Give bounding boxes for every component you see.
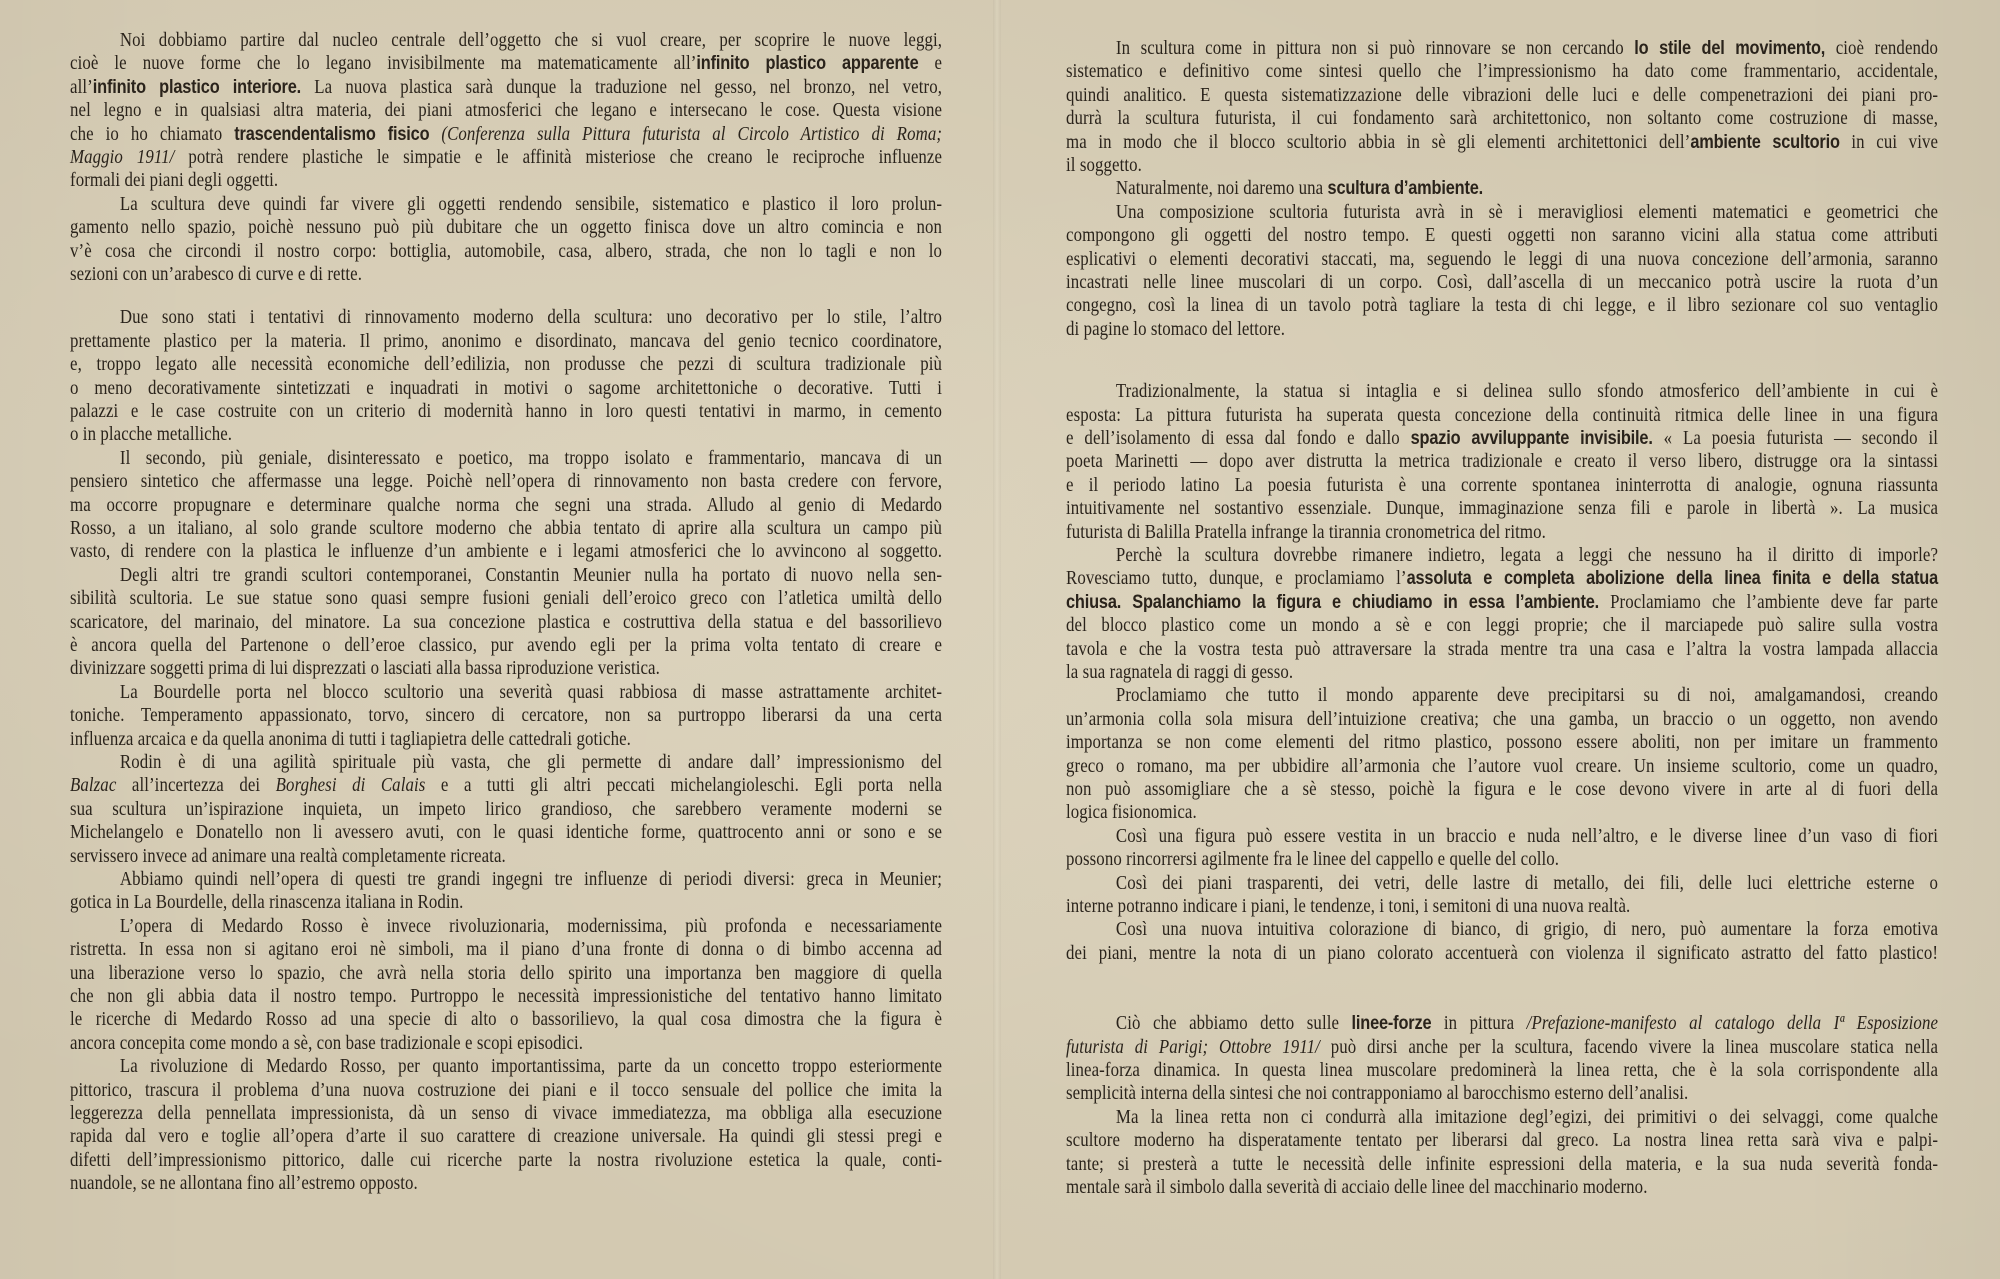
page-fold: [993, 0, 1001, 1279]
text-line: [1066, 591, 1938, 615]
text-line: [1066, 271, 1938, 295]
bold-phrase: infinito plastico interiore.: [92, 76, 302, 98]
italic-citation: Borghesi di Calais: [275, 775, 426, 797]
text-run: Abbiamo quindi nell’opera di questi tre grandi ingegni tre influenze di periodi diversi: greca in Meunier;: [119, 869, 943, 890]
text-line: [70, 400, 942, 424]
text-line: [1066, 731, 1938, 755]
text-run: quindi analitico. E questa sistematizzazione delle vibrazioni delle luci e delle compenetrazioni dei piani pro-: [1066, 84, 1939, 106]
text-line: [70, 169, 942, 193]
text-run: Così una nuova intuitiva colorazione di bianco, di grigio, di nero, può aumentare la forza emotiva: [1115, 919, 1939, 941]
text-run: congegno, così la linea di un tavolo potrà tagliare la testa di chi legge, e il libro sezionare col suo ventaglio: [1066, 295, 1939, 317]
text-run: cioè rendendo: [1825, 38, 1939, 59]
text-run: L’opera di Medardo Rosso è invece rivoluzionaria, modernissima, più profonda e necessariamente: [119, 915, 943, 937]
text-run: Naturalmente, noi daremo una: [1115, 178, 1328, 200]
text-line: [1066, 380, 1938, 404]
text-run: La rivoluzione di Medardo Rosso, per quanto importantissima, parte da un concetto troppo esteriormente: [119, 1056, 943, 1078]
text-line: [70, 146, 942, 170]
text-run: Ciò che abbiamo detto sulle: [1115, 1013, 1352, 1035]
text-line: [1066, 778, 1938, 802]
text-line: [1066, 177, 1938, 201]
text-line: [1066, 154, 1938, 178]
text-line: [1066, 1059, 1938, 1083]
italic-citation: Balzac: [70, 775, 117, 797]
text-line: [1066, 131, 1938, 155]
text-run: scaricatore, del marinaio, del minatore. La sua concezione plastica e costruttiva della statua e del bassorilievo: [70, 611, 943, 633]
text-line: [70, 891, 942, 915]
text-line: [70, 263, 942, 287]
text-run: ma in modo che il blocco scultorio abbia in sè gli elementi architettonici dell’: [1066, 131, 1691, 153]
text-run: Rodin è di una agilità spirituale più vasta, che gli permette di andare dall’ impressionismo del: [119, 752, 943, 773]
text-line: [1066, 427, 1938, 451]
text-run: esplicativi o elementi decorativi staccati, ma, seguendo le leggi di una nuova concezione dell’armonia, saranno: [1066, 248, 1939, 270]
text-run: potrà rendere plastiche le simpatie e le affinità misteriose che creano le reciproche influenze: [174, 147, 943, 168]
text-line: [70, 216, 942, 240]
text-line: [1066, 825, 1938, 849]
text-run: formali dei piani degli oggetti.: [70, 170, 279, 192]
text-line: [1066, 895, 1938, 919]
bold-phrase: ambiente scultorio: [1690, 131, 1840, 153]
text-line: [1066, 201, 1938, 225]
text-line: [70, 1032, 942, 1056]
text-run: non può assomigliare che a sè stesso, poichè la figura e le cose devono vivere in arte al di fuori della: [1066, 779, 1939, 800]
text-run: all’incertezza dei: [116, 775, 276, 797]
text-line: [1066, 294, 1938, 318]
text-line: [1066, 848, 1938, 872]
text-run: semplicità interna della sintesi che noi contrapponiamo al barocchismo esterno dell’analisi.: [1066, 1083, 1689, 1105]
text-run: Così una figura può essere vestita in un braccio e nuda nell’altro, e le diverse linee d’un vaso di fiori: [1115, 825, 1939, 847]
text-line: [1066, 474, 1938, 498]
italic-citation: (Conferenza sulla Pittura futurista al Circolo Artistico di Roma;: [441, 123, 943, 145]
text-line: [70, 634, 942, 658]
text-line: [70, 704, 942, 728]
text-line: [1066, 248, 1938, 272]
text-run: Rovesciamo tutto, dunque, e proclamiamo l’: [1066, 568, 1407, 590]
text-run: interne potranno indicare i piani, le tendenze, i toni, i semitoni di una nuova realtà.: [1066, 896, 1631, 917]
text-line: [70, 517, 942, 541]
text-line: [1066, 60, 1938, 84]
text-run: Michelangelo e Donatello non li avessero avuti, con le quasi identiche forme, quattrocento anni or sono e se: [70, 822, 943, 844]
text-run: Una composizione scultoria futurista avrà in sè i meravigliosi elementi matematici e geometrici che: [1115, 201, 1939, 223]
text-line: [1066, 544, 1938, 568]
text-line: [1066, 684, 1938, 708]
text-run: toniche. Temperamento appassionato, torvo, sincero di cercatore, non sa purtroppo liberarsi da una certa: [70, 705, 943, 727]
text-line: [1066, 1036, 1938, 1060]
text-run: divinizzare soggetti prima di lui disprezzati o lasciati alla bassa riproduzione veristica.: [70, 658, 660, 680]
text-line: [70, 611, 942, 635]
text-line: [70, 657, 942, 681]
text-run: o in placche metalliche.: [70, 424, 233, 446]
text-run: esposta: La pittura futurista ha superata questa concezione della continuità ritmica delle linee in una figura: [1066, 404, 1939, 426]
text-run: Due sono stati i tentativi di rinnovamento moderno della scultura: uno decorativo per lo stile, l’altro: [119, 307, 943, 329]
text-run: di pagine lo stomaco del lettore.: [1066, 318, 1286, 340]
text-run: e: [918, 53, 943, 75]
text-line: [70, 728, 942, 752]
italic-citation: Maggio 1911/: [70, 147, 175, 168]
text-run: una liberazione verso lo spazio, che avrà nella storia dello spirito una importanza ben maggiore di quella: [70, 962, 943, 984]
text-run: e il periodo latino La poesia futurista è una corrente spontanea ininterrotta di analogie, ognuna riassunta: [1066, 474, 1939, 496]
text-run: Perchè la scultura dovrebbe rimanere indietro, legata a leggi che nessuno ha il diritto di imporle?: [1115, 545, 1939, 566]
text-line: [70, 962, 942, 986]
text-run: futurista di Balilla Pratella infrange la tirannia cronometrica del ritmo.: [1066, 521, 1546, 543]
bold-phrase: scultura d’ambiente.: [1327, 178, 1484, 200]
text-line: [70, 353, 942, 377]
text-line: [1066, 318, 1938, 342]
text-run: durrà la scultura futurista, il cui fondamento sarà architettonico, non soltanto come costruzione di masse,: [1066, 108, 1939, 130]
text-run: compongono gli oggetti del nostro tempo. E questi oggetti non saranno vicini alla statua come attributi: [1066, 225, 1939, 247]
text-line: [70, 99, 942, 123]
text-run: servissero invece ad animare una realtà completamente ricreata.: [70, 845, 506, 867]
text-run: all’: [70, 76, 93, 98]
text-run: Proclamiamo che l’ambiente deve far parte: [1598, 591, 1939, 613]
text-run: del blocco plastico come un mondo a sè e con leggi proprie; che il marciapede può salire sulla vostra: [1066, 615, 1939, 637]
text-line: [70, 240, 942, 264]
text-line: [70, 1055, 942, 1079]
text-run: In scultura come in pittura non si può rinnovare se non cercando: [1115, 38, 1635, 59]
text-run: greco o romano, ma per ubbidire all’armonia che l’autore vuol creare. Un insieme scultorio, come un quadro,: [1066, 755, 1939, 777]
text-run: La nuova plastica sarà dunque la traduzione nel gesso, nel bronzo, nel vetro,: [301, 76, 943, 98]
text-run: logica fisionomica.: [1066, 802, 1197, 824]
text-line: [1066, 1153, 1938, 1177]
text-run: nuandole, se ne allontana fino all’estremo opposto.: [70, 1173, 418, 1195]
text-line: [1066, 224, 1938, 248]
text-run: incastrati nelle linee muscolari di un corpo. Così, dall’ascella di un meccanico potrà uscire la ruota d’un: [1066, 272, 1939, 293]
text-line: [70, 306, 942, 330]
text-line: [1066, 404, 1938, 428]
text-run: ma occorre propugnare e determinare qualche norma che segni una strada. Alludo al genio di Medardo: [70, 494, 943, 516]
text-line: [70, 751, 942, 775]
text-line: [1066, 1082, 1938, 1106]
text-line: [1066, 942, 1938, 966]
text-line: [70, 1079, 942, 1103]
text-run: Noi dobbiamo partire dal nucleo centrale dell’oggetto che si vuol creare, per scoprire le nuove leggi,: [119, 30, 943, 51]
text-line: [70, 681, 942, 705]
text-line: [70, 52, 942, 76]
text-run: v’è cosa che circondi il nostro corpo: bottiglia, automobile, casa, albero, strada, che non lo tagli e non lo: [70, 240, 943, 262]
italic-citation: futurista di Parigi; Ottobre 1911/: [1066, 1036, 1320, 1058]
text-run: linea-forza dinamica. In questa linea muscolare predominerà la linea retta, che è la sola corrispondente alla: [1066, 1060, 1939, 1081]
text-run: palazzi e le case costruite con un criterio di modernità hanno in loro questi tentativi in marmo, in cemento: [70, 401, 943, 422]
text-run: Tradizionalmente, la statua si intaglia e si delinea sullo sfondo atmosferico dell’ambiente in cui è: [1115, 381, 1939, 403]
text-run: mentale sarà il simbolo dalla severità di acciaio delle linee del macchinario moderno.: [1066, 1177, 1648, 1198]
text-run: in cui vive: [1839, 131, 1939, 153]
text-run: il soggetto.: [1066, 155, 1142, 176]
text-run: può dirsi anche per la scultura, facendo vivere la linea muscolare statica nella: [1319, 1036, 1939, 1058]
text-line: [1066, 1176, 1938, 1200]
italic-citation: /Prefazione-manifesto al catalogo della Iª Esposizione: [1526, 1013, 1939, 1035]
text-run: è ancora quella del Partenone o dell’eroe classico, pur avendo egli per la prima volta tentato di creare e: [70, 635, 943, 656]
text-line: [1066, 872, 1938, 896]
text-run: Così dei piani trasparenti, dei vetri, delle lastre di metallo, dei fili, delle luci elettriche esterne o: [1115, 872, 1939, 894]
text-line: [70, 494, 942, 518]
text-line: [70, 76, 942, 100]
text-line: [70, 330, 942, 354]
text-line: [70, 540, 942, 564]
text-line: [1066, 755, 1938, 779]
text-line: [70, 1008, 942, 1032]
text-run: sistematico e definitivo come sintesi quello che l’impressionismo ha dato come frammentario, accidentale,: [1066, 61, 1939, 83]
text-run: difetti dell’impressionismo pittorico, dalle cui ricerche parte la nostra rivoluzione estetica la quale, conti-: [70, 1149, 943, 1171]
text-line: [70, 29, 942, 53]
text-run: che io ho chiamato: [70, 123, 235, 145]
text-run: in pittura: [1431, 1013, 1527, 1035]
text-run: le ricerche di Medardo Rosso ad una specie di alto o bassorilievo, la qual cosa dimostra che la figura è: [70, 1009, 943, 1031]
text-run: Degli altri tre grandi scultori contemporanei, Constantin Meunier nulla ha portato di nuovo nella sen-: [119, 564, 943, 586]
text-line: [70, 985, 942, 1009]
text-line: [1066, 801, 1938, 825]
text-run: sibilità scultoria. Le sue statue sono quasi sempre fusioni geniali dell’eroico greco con l’atletica umiltà dello: [70, 588, 943, 610]
text-run: nel legno e in qualsiasi altra materia, dei piani atmosferici che legano e intersecano le cose. Questa visione: [70, 100, 943, 122]
text-line: [1066, 708, 1938, 732]
text-line: [1066, 1129, 1938, 1153]
bold-phrase: spazio avviluppante invisibile.: [1410, 428, 1653, 449]
text-line: [70, 587, 942, 611]
text-line: [70, 1125, 942, 1149]
text-run: Il secondo, più geniale, disinteressato e poetico, ma troppo isolato e frammentario, mancava di un: [119, 447, 943, 469]
text-run: o meno decorativamente sintetizzati e inquadrati in motivi o sagome architettoniche o decorative. Tutti i: [70, 377, 943, 399]
text-line: [70, 423, 942, 447]
text-line: [70, 377, 942, 401]
text-run: pittorico, trascura il problema d’una nuova costruzione dei piani e il tocco sensuale del pollice che imita la: [70, 1079, 943, 1101]
text-line: [70, 447, 942, 471]
text-run: ristretta. In essa non si agitano eroi nè simboli, ma il piano d’una fronte di donna o di bimbo accenna ad: [70, 939, 943, 961]
text-line: [1066, 614, 1938, 638]
text-line: [70, 798, 942, 822]
bold-phrase: lo stile del movimento,: [1634, 38, 1826, 59]
text-run: cioè le nuove forme che lo legano invisibilmente ma matematicamente all’: [70, 53, 697, 75]
text-run: vasto, di rendere con la plastica le influenze d’un ambiente e i legami atmosferici che lo avvincono al soggetto.: [70, 541, 943, 563]
bold-phrase: trascendentalismo fisico: [234, 123, 430, 145]
text-line: [70, 1149, 942, 1173]
text-run: Ma la linea retta non ci condurrà alla imitazione degl’egizi, dei primitivi o dei selvaggi, come qualche: [1115, 1106, 1939, 1128]
text-run: tante; si presterà a tutte le necessità delle infinite espressioni della materia, e la sua nuda severità fonda-: [1066, 1153, 1939, 1175]
text-run: Proclamiamo che tutto il mondo apparente deve precipitarsi su di noi, amalgamandosi, creando: [1115, 685, 1939, 707]
bold-phrase: assoluta e completa abolizione della linea finita e della statua: [1406, 568, 1939, 590]
text-line: [70, 915, 942, 939]
text-line: [70, 564, 942, 588]
text-line: [1066, 521, 1938, 545]
text-run: influenza arcaica e da quella anonima di tutti i tagliapietra delle cattedrali gotiche.: [70, 728, 631, 750]
text-line: [70, 123, 942, 147]
text-line: [1066, 450, 1938, 474]
text-run: ancora concepita come mondo a sè, con base tradizionale e scopi episodici.: [70, 1032, 584, 1054]
text-run: sezioni con un’arabesco di curve e di rette.: [70, 264, 362, 285]
text-run: La scultura deve quindi far vivere gli oggetti rendendo sensibile, sistematico e plastico il loro prolun-: [119, 193, 943, 215]
text-run: e a tutti gli altri peccati michelangioleschi. Egli porta nella: [425, 775, 943, 797]
text-run: Rosso, a un italiano, al solo grande scultore moderno che abbia tentato di aprire alla scultura un campo più: [70, 518, 943, 539]
text-run: La Bourdelle porta nel blocco scultorio una severità quasi rabbiosa di masse astrattamente architet-: [119, 681, 943, 703]
text-line: [1066, 638, 1938, 662]
text-run: e dell’isolamento di essa dal fondo e dallo: [1066, 428, 1411, 449]
bold-phrase: linee-forze: [1351, 1013, 1432, 1035]
text-line: [1066, 107, 1938, 131]
text-line: [1066, 37, 1938, 61]
text-run: tavola e che la vostra testa può attraversare la strada mentre tra una casa e l’altra la vostra lampada allaccia: [1066, 638, 1939, 660]
text-run: leggerezza della pennellata impressionista, dà un senso di vivace immediatezza, ma obbliga alla esecuzione: [70, 1103, 943, 1124]
text-line: [1066, 497, 1938, 521]
text-line: [1066, 567, 1938, 591]
bold-phrase: chiusa. Spalanchiamo la figura e chiudiamo in essa l’ambiente.: [1066, 591, 1599, 613]
text-run: poeta Marinetti — dopo aver distrutta la metrica tradizionale e creato il verso libero, distrugge ora la sintassi: [1066, 451, 1939, 473]
text-line: [70, 1102, 942, 1126]
text-run: gotica in La Bourdelle, della rinascenza italiana in Rodin.: [70, 892, 464, 914]
text-line: [70, 774, 942, 798]
text-run: possono rincorrersi agilmente fra le linee del cappello e quelle del collo.: [1066, 849, 1560, 871]
text-run: che non gli abbia data il nostro tempo. Purtroppo le necessità impressionistiche del tentativo hanno limitato: [70, 986, 943, 1007]
text-line: [70, 193, 942, 217]
bold-phrase: infinito plastico apparente: [696, 53, 919, 75]
text-run: [429, 124, 441, 145]
text-line: [1066, 918, 1938, 942]
text-run: dei piani, mentre la nota di un piano colorato accentuerà con violenza il significato astratto del fatto plastico!: [1066, 942, 1939, 964]
text-run: importanza se non come elementi del ritmo plastico, possono essere aboliti, non per imitare un frammento: [1066, 732, 1939, 754]
text-run: e, troppo legato alle necessità economiche dell’edilizia, non produsse che pezzi di scultura tradizionale più: [70, 354, 943, 376]
text-line: [70, 1172, 942, 1196]
text-line: [70, 821, 942, 845]
text-line: [70, 868, 942, 892]
text-line: [70, 470, 942, 494]
text-line: [1066, 1106, 1938, 1130]
text-line: [70, 845, 942, 869]
text-run: prettamente plastico per la materia. Il primo, anonimo e disordinato, mancava del genio tecnico coordinatore,: [70, 330, 943, 352]
text-run: gamento nello spazio, poichè nessuno può più dubitare che un oggetto finisca dove un altro comincia e non: [70, 217, 943, 239]
text-run: rapida dal vero e toglie all’opera d’arte il suo carattere di creazione universale. Ha quindi gli stessi pregi e: [70, 1126, 943, 1148]
text-run: « La poesia futurista — secondo il: [1652, 428, 1939, 449]
text-run: sua scultura un’ispirazione inquieta, un impeto lirico grandioso, che sarebbero veramente moderni se: [70, 798, 943, 820]
text-run: scultore moderno ha disperatamente tentato per liberarsi dal greco. La nostra linea retta sarà viva e palpi-: [1066, 1130, 1939, 1152]
text-line: [1066, 661, 1938, 685]
text-line: [1066, 1012, 1938, 1036]
text-run: intuitivamente nel sostantivo essenziale. Dunque, immaginazione senza fili e parole in libertà ». La musica: [1066, 498, 1939, 520]
text-run: un’armonia colla sola misura dell’intuizione creativa; che una gamba, un braccio o un oggetto, non avendo: [1066, 708, 1939, 730]
text-line: [1066, 84, 1938, 108]
text-line: [70, 938, 942, 962]
text-run: la sua ragnatela di raggi di gesso.: [1066, 662, 1294, 683]
text-run: pensiero sintetico che affermasse una legge. Poichè nell’opera di rinnovamento non basta credere con fervore,: [70, 471, 943, 493]
